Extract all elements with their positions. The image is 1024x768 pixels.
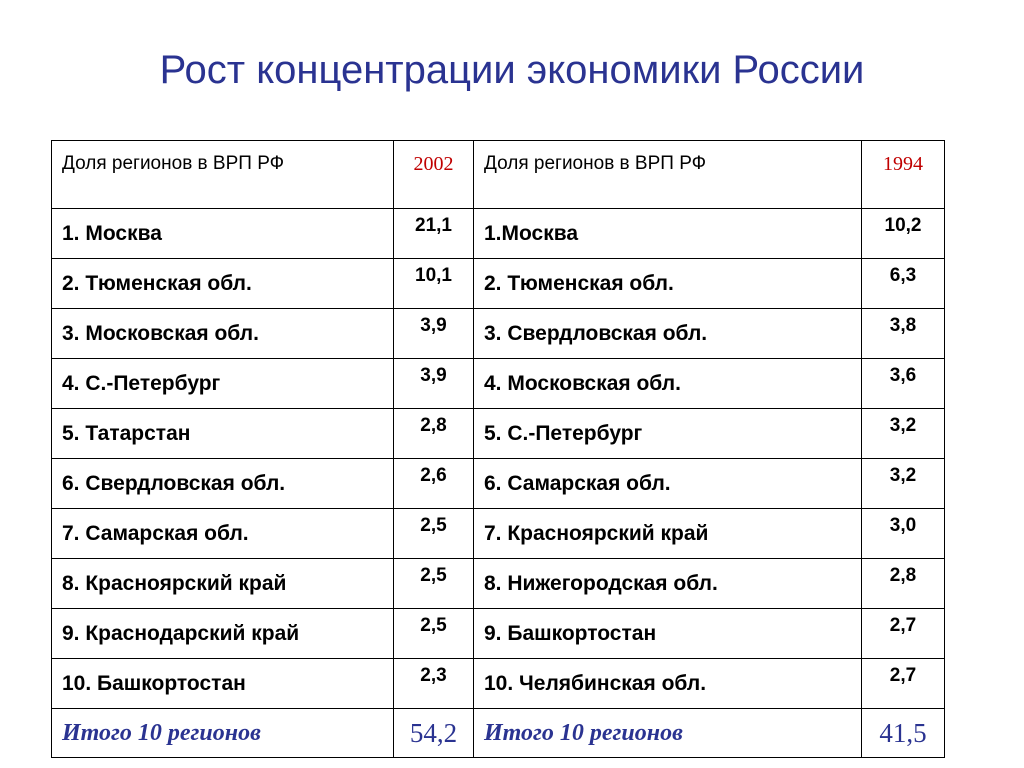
right-region-name: 2. Тюменская обл. [474, 259, 862, 309]
table-row [52, 559, 945, 609]
right-region-value: 3,6 [862, 359, 945, 409]
right-region-name: 10. Челябинская обл. [474, 659, 862, 709]
left-region-name: 7. Самарская обл. [52, 509, 394, 559]
right-region-name: 6. Самарская обл. [474, 459, 862, 509]
left-region-name: 9. Краснодарский край [52, 609, 394, 659]
right-region-name: 9. Башкортостан [474, 609, 862, 659]
left-region-value: 2,5 [394, 609, 474, 659]
table-row [52, 209, 945, 259]
table-row [52, 659, 945, 709]
regions-table [51, 140, 945, 758]
right-total-value: 41,5 [862, 709, 945, 758]
left-region-name: 5. Татарстан [52, 409, 394, 459]
right-region-value: 2,8 [862, 559, 945, 609]
header-left-label: Доля регионов в ВРП РФ [52, 141, 394, 209]
table-row [52, 509, 945, 559]
header-right-label: Доля регионов в ВРП РФ [474, 141, 862, 209]
right-region-name: 8. Нижегородская обл. [474, 559, 862, 609]
left-region-name: 4. С.-Петербург [52, 359, 394, 409]
left-region-value: 2,8 [394, 409, 474, 459]
right-region-value: 3,0 [862, 509, 945, 559]
left-region-name: 10. Башкортостан [52, 659, 394, 709]
left-region-name: 1. Москва [52, 209, 394, 259]
right-region-value: 10,2 [862, 209, 945, 259]
left-region-value: 3,9 [394, 359, 474, 409]
left-region-name: 2. Тюменская обл. [52, 259, 394, 309]
total-row [52, 709, 945, 758]
slide-title: Рост концентрации экономики России [159, 48, 865, 92]
right-region-value: 6,3 [862, 259, 945, 309]
right-region-value: 3,8 [862, 309, 945, 359]
right-region-value: 3,2 [862, 409, 945, 459]
left-region-name: 8. Красноярский край [52, 559, 394, 609]
right-region-value: 3,2 [862, 459, 945, 509]
left-region-value: 3,9 [394, 309, 474, 359]
table-row [52, 459, 945, 509]
right-region-name: 1.Москва [474, 209, 862, 259]
right-region-value: 2,7 [862, 609, 945, 659]
left-region-name: 6. Свердловская обл. [52, 459, 394, 509]
right-region-name: 7. Красноярский край [474, 509, 862, 559]
left-region-value: 2,6 [394, 459, 474, 509]
header-right-year: 1994 [862, 141, 945, 209]
left-total-label: Итого 10 регионов [52, 709, 394, 758]
header-left-year: 2002 [394, 141, 474, 209]
left-region-value: 10,1 [394, 259, 474, 309]
left-region-value: 2,3 [394, 659, 474, 709]
table-row [52, 359, 945, 409]
right-region-name: 5. С.-Петербург [474, 409, 862, 459]
table-row [52, 259, 945, 309]
right-region-name: 4. Московская обл. [474, 359, 862, 409]
left-total-value: 54,2 [394, 709, 474, 758]
right-region-value: 2,7 [862, 659, 945, 709]
right-total-label: Итого 10 регионов [474, 709, 862, 758]
table-row [52, 309, 945, 359]
table-row [52, 409, 945, 459]
left-region-value: 2,5 [394, 509, 474, 559]
left-region-value: 2,5 [394, 559, 474, 609]
left-region-value: 21,1 [394, 209, 474, 259]
right-region-name: 3. Свердловская обл. [474, 309, 862, 359]
left-region-name: 3. Московская обл. [52, 309, 394, 359]
table-header-row [52, 141, 945, 209]
table-row [52, 609, 945, 659]
